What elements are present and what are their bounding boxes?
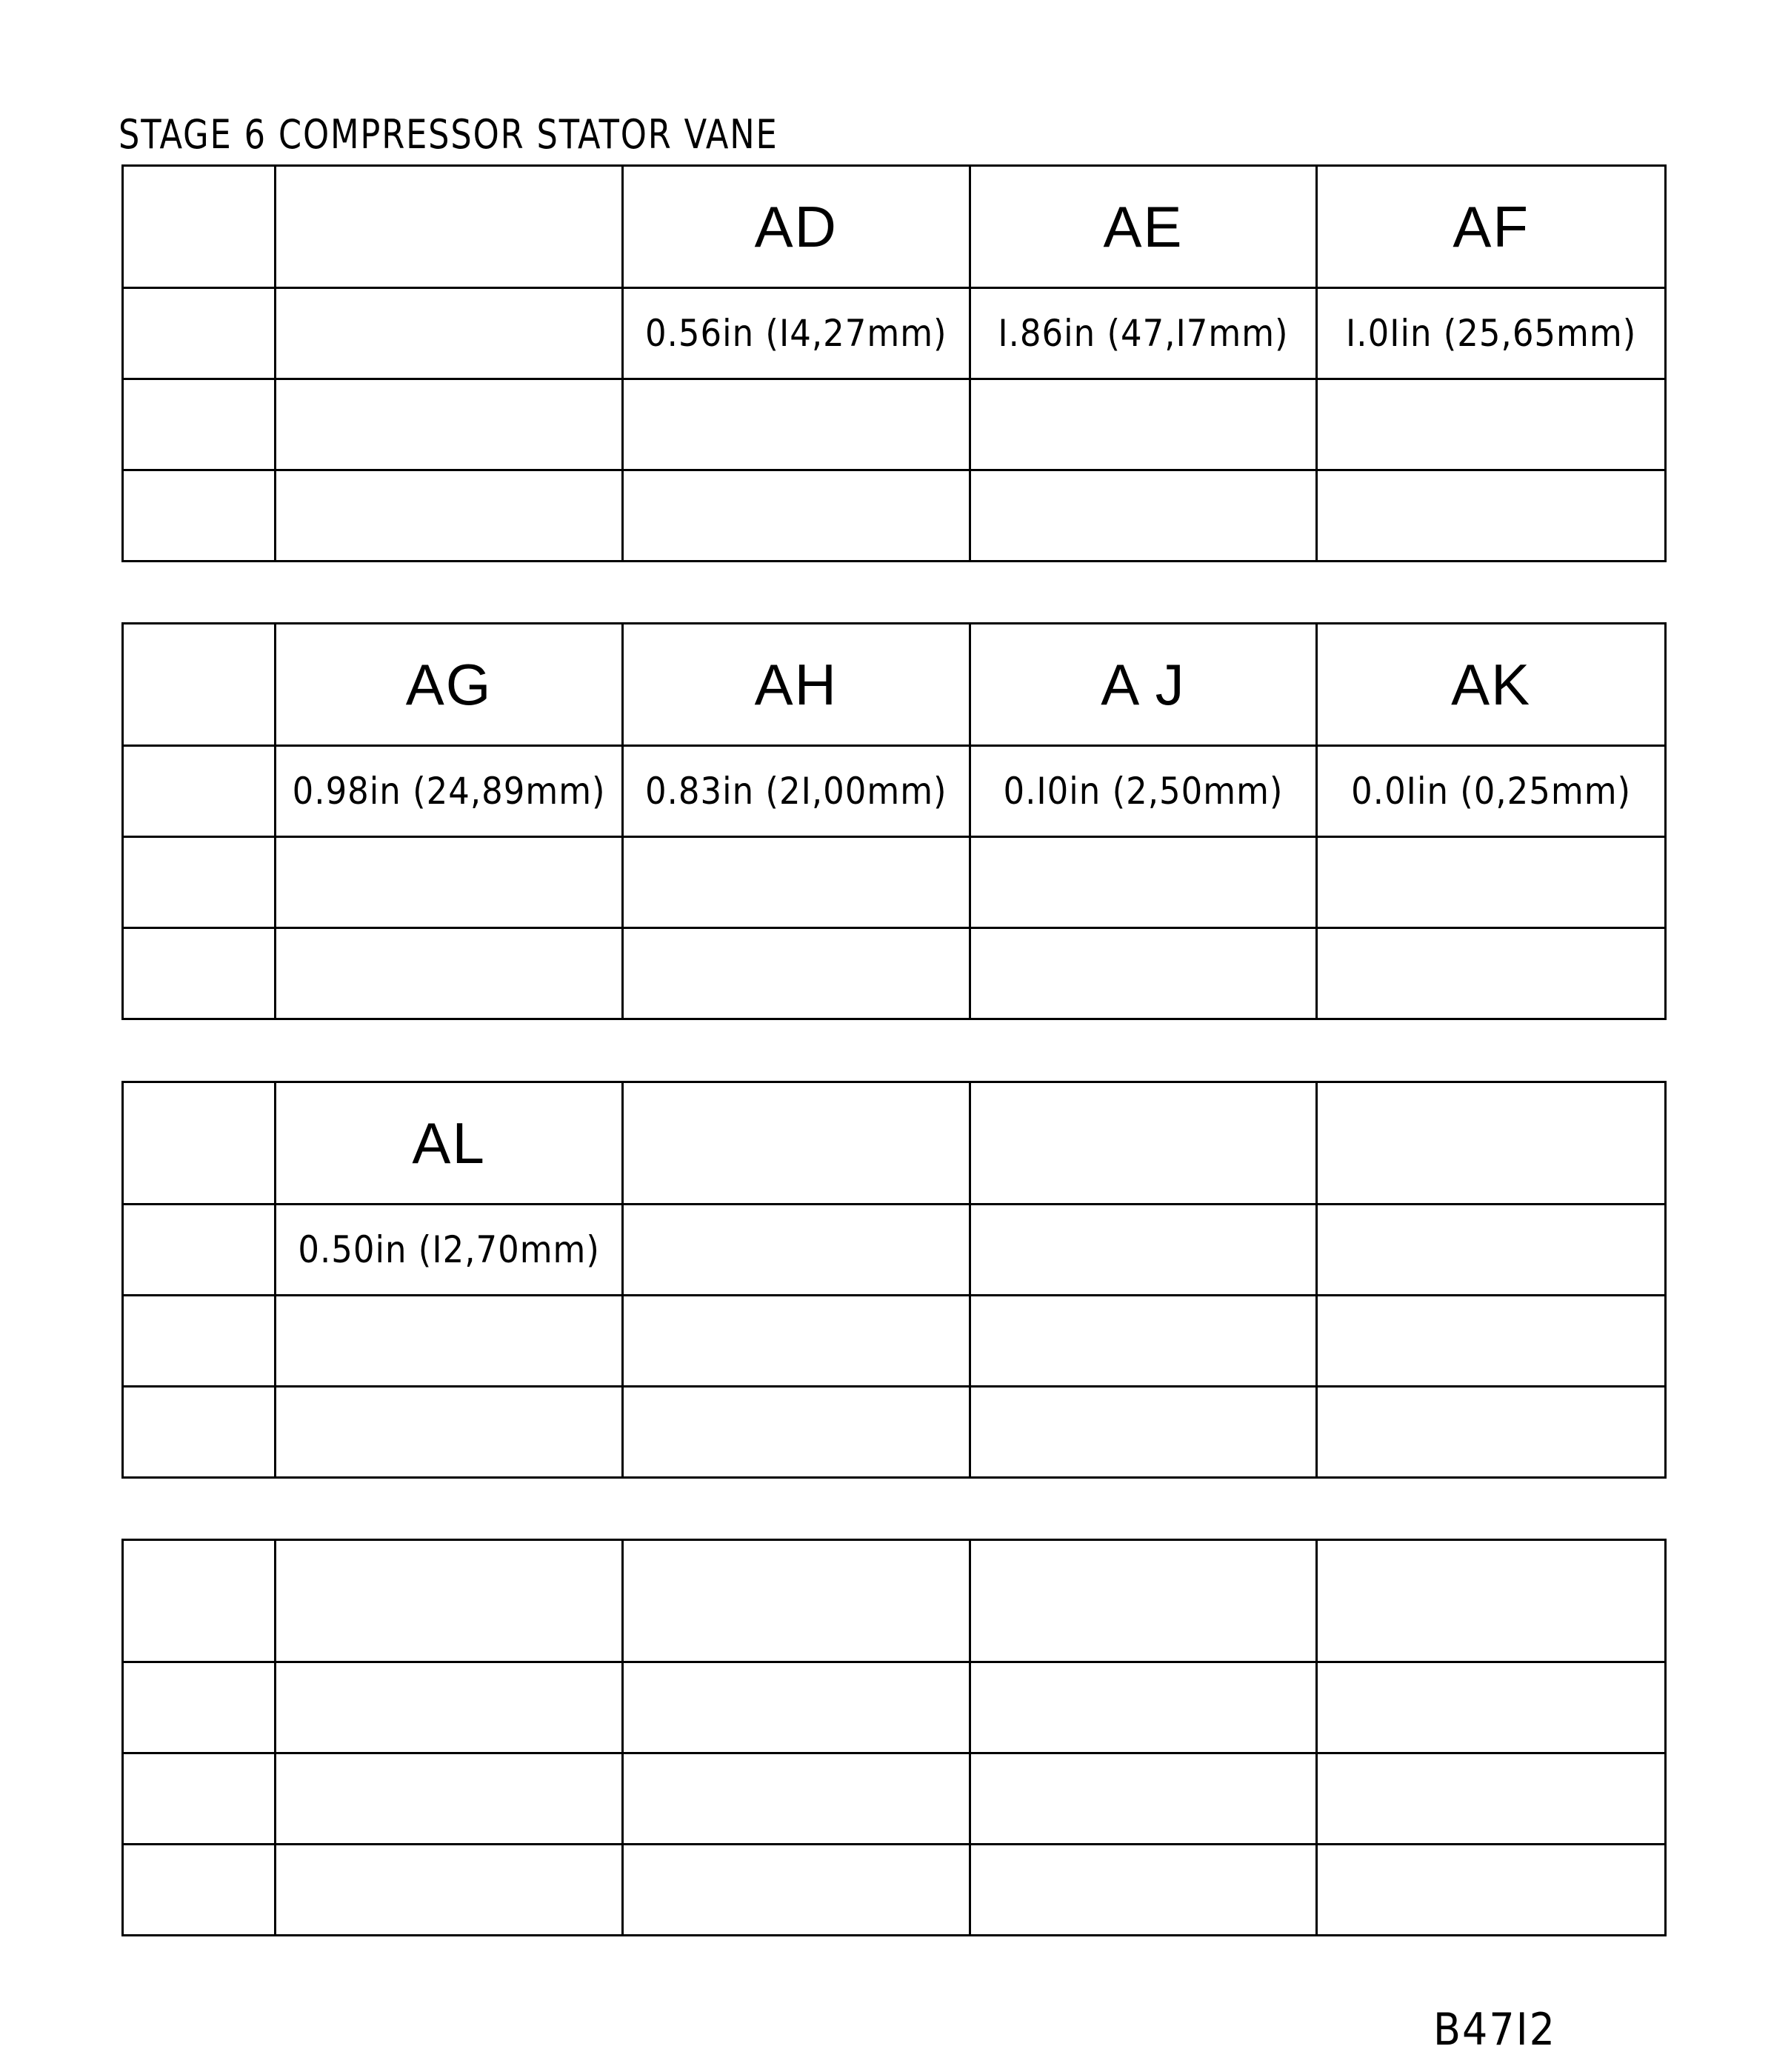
empty-cell <box>622 1753 970 1845</box>
value-cell <box>276 288 623 379</box>
value-cell-aj: 0.I0in (2,50mm) <box>970 746 1317 837</box>
header-cell-ah: AH <box>622 624 970 746</box>
header-cell <box>622 1082 970 1205</box>
empty-cell <box>622 1845 970 1936</box>
empty-cell <box>970 379 1317 470</box>
empty-cell <box>622 1296 970 1387</box>
value-cell <box>123 288 276 379</box>
header-cell-af: AF <box>1317 166 1666 288</box>
value-cell <box>622 1662 970 1753</box>
value-cell <box>123 746 276 837</box>
table-row <box>123 837 1666 928</box>
empty-cell <box>123 837 276 928</box>
empty-cell <box>970 1387 1317 1478</box>
value-cell <box>123 1205 276 1296</box>
value-cell-ah: 0.83in (2I,00mm) <box>622 746 970 837</box>
empty-cell <box>276 837 623 928</box>
table-row <box>123 1387 1666 1478</box>
empty-cell <box>1317 1845 1666 1936</box>
table-row <box>123 928 1666 1019</box>
empty-cell <box>970 470 1317 562</box>
table-header-row <box>123 624 1666 746</box>
value-cell-al: 0.50in (I2,70mm) <box>276 1205 623 1296</box>
empty-cell <box>1317 837 1666 928</box>
empty-cell <box>970 837 1317 928</box>
table-header-row <box>123 1540 1666 1662</box>
value-cell <box>1317 1662 1666 1753</box>
header-cell-al: AL <box>276 1082 623 1205</box>
value-cell-ag: 0.98in (24,89mm) <box>276 746 623 837</box>
table-header-row <box>123 166 1666 288</box>
empty-cell <box>622 837 970 928</box>
table-header-row <box>123 1082 1666 1205</box>
value-cell <box>1317 1205 1666 1296</box>
dimension-table-1 <box>121 164 1667 562</box>
figure-id: B47I2 <box>1433 2004 1556 2056</box>
table-value-row <box>123 1662 1666 1753</box>
dimension-table-2 <box>121 622 1667 1020</box>
table-row <box>123 1753 1666 1845</box>
empty-cell <box>123 1753 276 1845</box>
page-title: STAGE 6 COMPRESSOR STATOR VANE <box>119 111 778 158</box>
empty-cell <box>1317 1296 1666 1387</box>
value-cell <box>622 1205 970 1296</box>
empty-cell <box>970 928 1317 1019</box>
header-cell <box>970 1540 1317 1662</box>
table-value-row <box>123 746 1666 837</box>
empty-cell <box>1317 470 1666 562</box>
value-cell-ae: I.86in (47,I7mm) <box>970 288 1317 379</box>
empty-cell <box>970 1296 1317 1387</box>
dimension-table-4 <box>121 1539 1667 1936</box>
header-cell <box>970 1082 1317 1205</box>
table-value-row <box>123 288 1666 379</box>
header-cell <box>276 166 623 288</box>
header-cell <box>123 166 276 288</box>
header-cell-ag: AG <box>276 624 623 746</box>
header-cell <box>123 1082 276 1205</box>
table-row <box>123 1296 1666 1387</box>
empty-cell <box>1317 379 1666 470</box>
empty-cell <box>123 470 276 562</box>
header-cell-ad: AD <box>622 166 970 288</box>
value-cell <box>970 1662 1317 1753</box>
empty-cell <box>622 379 970 470</box>
value-cell-ak: 0.0Iin (0,25mm) <box>1317 746 1666 837</box>
empty-cell <box>276 1845 623 1936</box>
empty-cell <box>622 470 970 562</box>
empty-cell <box>622 928 970 1019</box>
table-row <box>123 1845 1666 1936</box>
empty-cell <box>123 1296 276 1387</box>
value-cell <box>970 1205 1317 1296</box>
empty-cell <box>123 1387 276 1478</box>
empty-cell <box>123 1845 276 1936</box>
table-row <box>123 470 1666 562</box>
header-cell-aj: A J <box>970 624 1317 746</box>
empty-cell <box>970 1753 1317 1845</box>
empty-cell <box>123 928 276 1019</box>
value-cell <box>123 1662 276 1753</box>
header-cell <box>123 624 276 746</box>
empty-cell <box>1317 1387 1666 1478</box>
empty-cell <box>276 470 623 562</box>
header-cell <box>1317 1540 1666 1662</box>
value-cell-ad: 0.56in (I4,27mm) <box>622 288 970 379</box>
empty-cell <box>123 379 276 470</box>
header-cell-ae: AE <box>970 166 1317 288</box>
empty-cell <box>622 1387 970 1478</box>
empty-cell <box>970 1845 1317 1936</box>
empty-cell <box>276 1753 623 1845</box>
empty-cell <box>276 379 623 470</box>
header-cell <box>622 1540 970 1662</box>
empty-cell <box>276 928 623 1019</box>
dimension-table-3 <box>121 1081 1667 1479</box>
empty-cell <box>276 1296 623 1387</box>
empty-cell <box>1317 1753 1666 1845</box>
header-cell <box>276 1540 623 1662</box>
table-row <box>123 379 1666 470</box>
table-value-row <box>123 1205 1666 1296</box>
value-cell-af: I.0Iin (25,65mm) <box>1317 288 1666 379</box>
value-cell <box>276 1662 623 1753</box>
header-cell-ak: AK <box>1317 624 1666 746</box>
empty-cell <box>1317 928 1666 1019</box>
empty-cell <box>276 1387 623 1478</box>
header-cell <box>123 1540 276 1662</box>
header-cell <box>1317 1082 1666 1205</box>
